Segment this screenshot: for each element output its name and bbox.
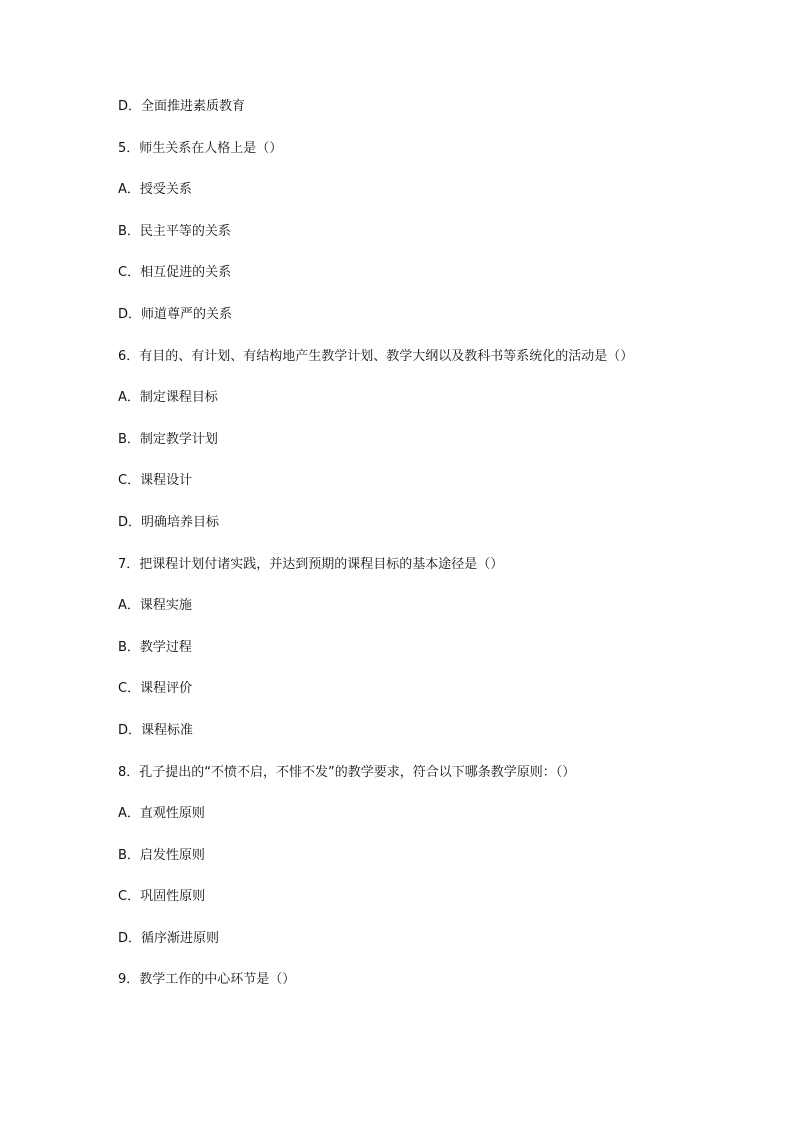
question-5: 5．师生关系在人格上是（） (118, 140, 283, 156)
question-6-option-b: B．制定教学计划 (118, 431, 218, 447)
question-7: 7．把课程计划付诸实践，并达到预期的课程目标的基本途径是（） (118, 556, 504, 572)
question-6-option-c: C．课程设计 (118, 473, 193, 489)
question-5-option-b: B．民主平等的关系 (118, 223, 231, 239)
question-5-option-c: C．相互促进的关系 (118, 265, 232, 281)
question-8-option-a: A．直观性原则 (118, 806, 205, 822)
question-6: 6．有目的、有计划、有结构地产生教学计划、教学大纲以及教科书等系统化的活动是（） (118, 348, 634, 364)
question-5-option-a: A．授受关系 (118, 182, 192, 198)
question-8-option-d: D．循序渐进原则 (118, 930, 220, 946)
question-7-option-a: A．课程实施 (118, 598, 192, 614)
option-d-previous-question: D．全面推进素质教育 (118, 99, 246, 114)
question-list (118, 96, 738, 1011)
question-5-option-d: D．师道尊严的关系 (118, 306, 233, 322)
question-8-option-c: C．巩固性原则 (118, 889, 206, 905)
question-6-option-d: D．明确培养目标 (118, 514, 220, 530)
question-7-option-c: C．课程评价 (118, 681, 193, 697)
question-6-option-a: A．制定课程目标 (118, 390, 218, 406)
question-8-option-b: B．启发性原则 (118, 847, 205, 863)
question-9: 9．教学工作的中心环节是（） (118, 972, 296, 988)
question-7-option-d: D．课程标准 (118, 722, 194, 738)
question-7-option-b: B．教学过程 (118, 639, 192, 655)
question-8: 8．孔子提出的“不愤不启，不悱不发”的教学要求，符合以下哪条教学原则：（） (118, 764, 576, 780)
